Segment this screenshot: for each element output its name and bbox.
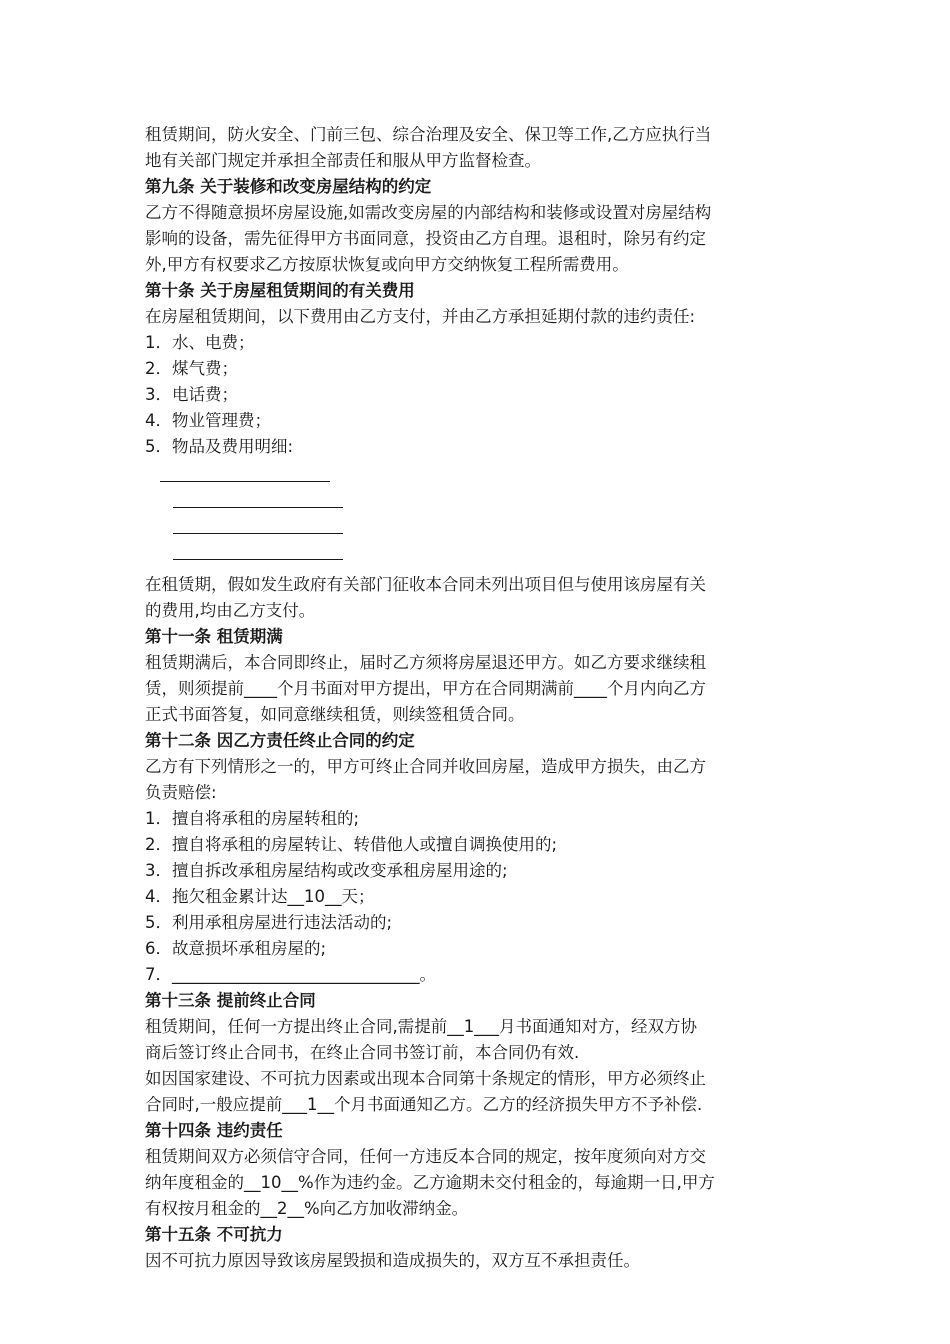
list-item: 3．擅自拆改承租房屋结构或改变承租房屋用途的; bbox=[145, 861, 508, 880]
fee-detail-blanks bbox=[145, 460, 815, 572]
text-line: 负责赔偿: bbox=[145, 783, 217, 802]
contract-document bbox=[145, 122, 815, 1274]
list-item: 4．物业管理费； bbox=[145, 411, 271, 430]
section-bottom bbox=[145, 572, 815, 1274]
list-item: 4．拖欠租金累计达__10__天； bbox=[145, 887, 375, 906]
list-item: 1．水、电费； bbox=[145, 333, 255, 352]
list-item: 2．煤气费； bbox=[145, 359, 238, 378]
list-item: 7．______________________________。 bbox=[145, 965, 436, 984]
text-line: 纳年度租金的__10__%作为违约金。乙方逾期未交付租金的，每逾期一日,甲方 bbox=[145, 1173, 715, 1192]
blank-line bbox=[160, 481, 330, 482]
list-item: 3．电话费； bbox=[145, 385, 238, 404]
list-item: 5．物品及费用明细: bbox=[145, 437, 294, 456]
text-line: 租赁期间双方必须信守合同，任何一方违反本合同的规定，按年度须向对方交 bbox=[145, 1147, 706, 1166]
text-line: 影响的设备，需先征得甲方书面同意，投资由乙方自理。退租时，除另有约定 bbox=[145, 229, 706, 248]
text-line: 地有关部门规定并承担全部责任和服从甲方监督检查。 bbox=[145, 151, 541, 170]
article-heading: 第十一条 租赁期满 bbox=[145, 627, 283, 646]
text-line: 在租赁期，假如发生政府有关部门征收本合同未列出项目但与使用该房屋有关 bbox=[145, 575, 706, 594]
text-line: 在房屋租赁期间，以下费用由乙方支付，并由乙方承担延期付款的违约责任: bbox=[145, 307, 696, 326]
text-line: 因不可抗力原因导致该房屋毁损和造成损失的，双方互不承担责任。 bbox=[145, 1251, 640, 1270]
section-top bbox=[145, 122, 815, 460]
text-line: 外,甲方有权要求乙方按原状恢复或向甲方交纳恢复工程所需费用。 bbox=[145, 255, 629, 274]
text-line: 合同时,一般应提前___1__个月书面通知乙方。乙方的经济损失甲方不予补偿. bbox=[145, 1095, 703, 1114]
list-item: 1．擅自将承租的房屋转租的; bbox=[145, 809, 360, 828]
list-item: 2．擅自将承租的房屋转让、转借他人或擅自调换使用的; bbox=[145, 835, 558, 854]
text-line: 有权按月租金的__2__%向乙方加收滞纳金。 bbox=[145, 1199, 469, 1218]
text-line: 租赁期满后，本合同即终止，届时乙方须将房屋退还甲方。如乙方要求继续租 bbox=[145, 653, 706, 672]
article-heading: 第十二条 因乙方责任终止合同的约定 bbox=[145, 731, 415, 750]
text-line: 乙方有下列情形之一的，甲方可终止合同并收回房屋，造成甲方损失，由乙方 bbox=[145, 757, 706, 776]
article-heading: 第十三条 提前终止合同 bbox=[145, 991, 316, 1010]
list-item: 5．利用承租房屋进行违法活动的; bbox=[145, 913, 393, 932]
article-heading: 第十四条 违约责任 bbox=[145, 1121, 283, 1140]
text-line: 租赁期间，任何一方提出终止合同,需提前__1___月书面通知对方，经双方协 bbox=[145, 1017, 697, 1036]
text-line: 的费用,均由乙方支付。 bbox=[145, 601, 316, 620]
text-line: 租赁期间，防火安全、门前三包、综合治理及安全、保卫等工作,乙方应执行当 bbox=[145, 125, 712, 144]
text-line: 如因国家建设、不可抗力因素或出现本合同第十条规定的情形，甲方必须终止 bbox=[145, 1069, 706, 1088]
text-line: 乙方不得随意损坏房屋设施,如需改变房屋的内部结构和装修或设置对房屋结构 bbox=[145, 203, 712, 222]
article-heading: 第十条 关于房屋租赁期间的有关费用 bbox=[145, 281, 415, 300]
blank-line bbox=[173, 507, 343, 508]
blank-line bbox=[173, 559, 343, 560]
text-line: 赁，则须提前____个月书面对甲方提出，甲方在合同期满前____个月内向乙方 bbox=[145, 679, 706, 698]
text-line: 正式书面答复，如同意继续租赁，则续签租赁合同。 bbox=[145, 705, 525, 724]
article-heading: 第十五条 不可抗力 bbox=[145, 1225, 283, 1244]
text-line: 商后签订终止合同书，在终止合同书签订前，本合同仍有效. bbox=[145, 1043, 580, 1062]
blank-line bbox=[173, 533, 343, 534]
list-item: 6．故意损坏承租房屋的; bbox=[145, 939, 327, 958]
article-heading: 第九条 关于装修和改变房屋结构的约定 bbox=[145, 177, 432, 196]
